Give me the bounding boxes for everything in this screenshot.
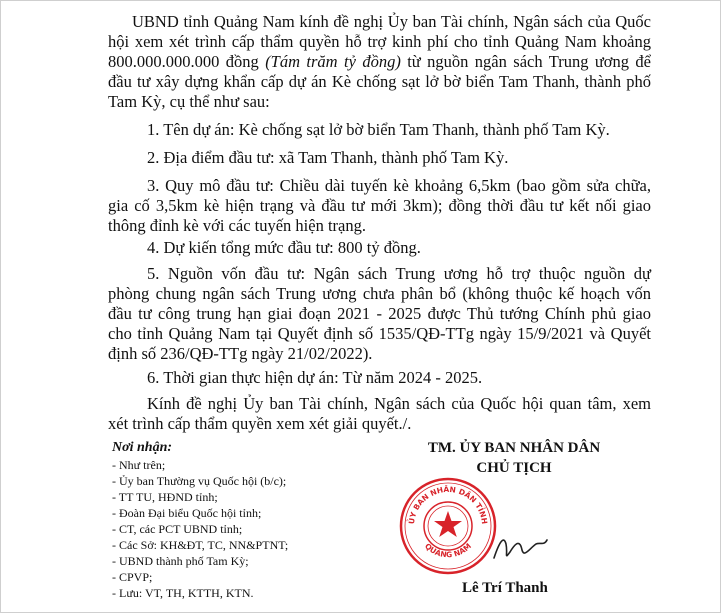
intro-line-1: UBND tỉnh Quảng Nam kính đề nghị Ủy ban Tài chính, Ngân sách của Quốc: [132, 12, 651, 31]
signer-name: Lê Trí Thanh: [462, 580, 548, 596]
closing-line-1: Kính đề nghị Ủy ban Tài chính, Ngân sách của Quốc hội quan tâm, xem: [147, 394, 651, 413]
item-2: 2. Địa điểm đầu tư: xã Tam Thanh, thành phố Tam Kỳ.: [147, 148, 509, 167]
item-3-line-1: 3. Quy mô đầu tư: Chiều dài tuyến kè khoảng 6,5km (bao gồm sửa chữa,: [147, 176, 651, 195]
recipient-item: - UBND thành phố Tam Kỳ;: [112, 554, 249, 568]
item-5-line-4: cho tỉnh Quảng Nam tại Quyết định số 1535/QĐ-TTg ngày 15/9/2021 và Quyết: [108, 324, 651, 343]
recipient-item: - Lưu: VT, TH, KTTH, KTN.: [112, 586, 254, 600]
recipient-item: - Các Sở: KH&ĐT, TC, NN&PTNT;: [112, 538, 289, 552]
recipient-item: - TT TU, HĐND tỉnh;: [112, 490, 218, 504]
item-5-line-2: phòng chung ngân sách Trung ương chưa phân bổ (không thuộc kế hoạch vốn: [108, 284, 651, 303]
seal-text-top: ỦY BAN NHÂN DÂN TỈNH: [406, 484, 490, 525]
intro-line-3: [108, 52, 651, 72]
recipient-item: - Đoàn Đại biểu Quốc hội tỉnh;: [112, 506, 262, 520]
item-3-line-2: gia cố 3,5km kè hiện trạng và đầu tư mới 3km); đồng thời đầu tư kết nối giao: [108, 196, 651, 215]
item-3-line-3: thông đỉnh kè với các tuyến hiện trạng.: [108, 216, 366, 235]
item-1: 1. Tên dự án: Kè chống sạt lở bờ biển Tam Thanh, thành phố Tam Kỳ.: [147, 120, 610, 139]
amount-text: 800.000.000.000 đồng: [108, 52, 266, 71]
intro-line-5: Tam Kỳ, cụ thể như sau:: [108, 92, 270, 111]
item-5-line-1: 5. Nguồn vốn đầu tư: Ngân sách Trung ương hỗ trợ thuộc nguồn dự: [147, 264, 651, 283]
item-6: 6. Thời gian thực hiện dự án: Từ năm 2024 - 2025.: [147, 368, 483, 387]
item-4: 4. Dự kiến tổng mức đầu tư: 800 tỷ đồng.: [147, 238, 421, 257]
official-seal-icon: [398, 476, 498, 576]
recipient-item: - Như trên;: [112, 458, 166, 472]
recipient-item: - Ủy ban Thường vụ Quốc hội (b/c);: [112, 474, 287, 488]
svg-text:QUẢNG NAM: [423, 541, 473, 559]
signer-organization: TM. ỦY BAN NHÂN DÂN: [427, 440, 601, 456]
closing-line-2: xét trình cấp thẩm quyền xem xét giải quyết./.: [108, 414, 412, 433]
amount-in-words: (Tám trăm tỷ đồng): [265, 52, 401, 71]
intro-line-2: hội xem xét trình cấp thẩm quyền hỗ trợ kinh phí cho tỉnh Quảng Nam khoảng: [108, 32, 651, 51]
recipient-item: - CPVP;: [112, 570, 153, 584]
item-5-line-3: đầu tư công trung hạn giai đoạn 2021 - 2025 được Thủ tướng Chính phủ giao: [108, 304, 651, 323]
seal-text-bottom: QUẢNG NAM: [423, 541, 473, 560]
amount-source: từ nguồn ngân sách Trung ương để: [400, 52, 651, 71]
item-5-line-5: định số 236/QĐ-TTg ngày 21/02/2022).: [108, 344, 373, 363]
recipients-title: Nơi nhận:: [112, 440, 173, 455]
intro-line-4: đầu tư xây dựng khẩn cấp dự án Kè chống sạt lở bờ biển Tam Thanh, thành phố: [108, 72, 651, 91]
recipient-item: - CT, các PCT UBND tỉnh;: [112, 522, 243, 536]
handwritten-signature-icon: [490, 530, 550, 565]
signer-title: CHỦ TỊCH: [476, 460, 552, 476]
